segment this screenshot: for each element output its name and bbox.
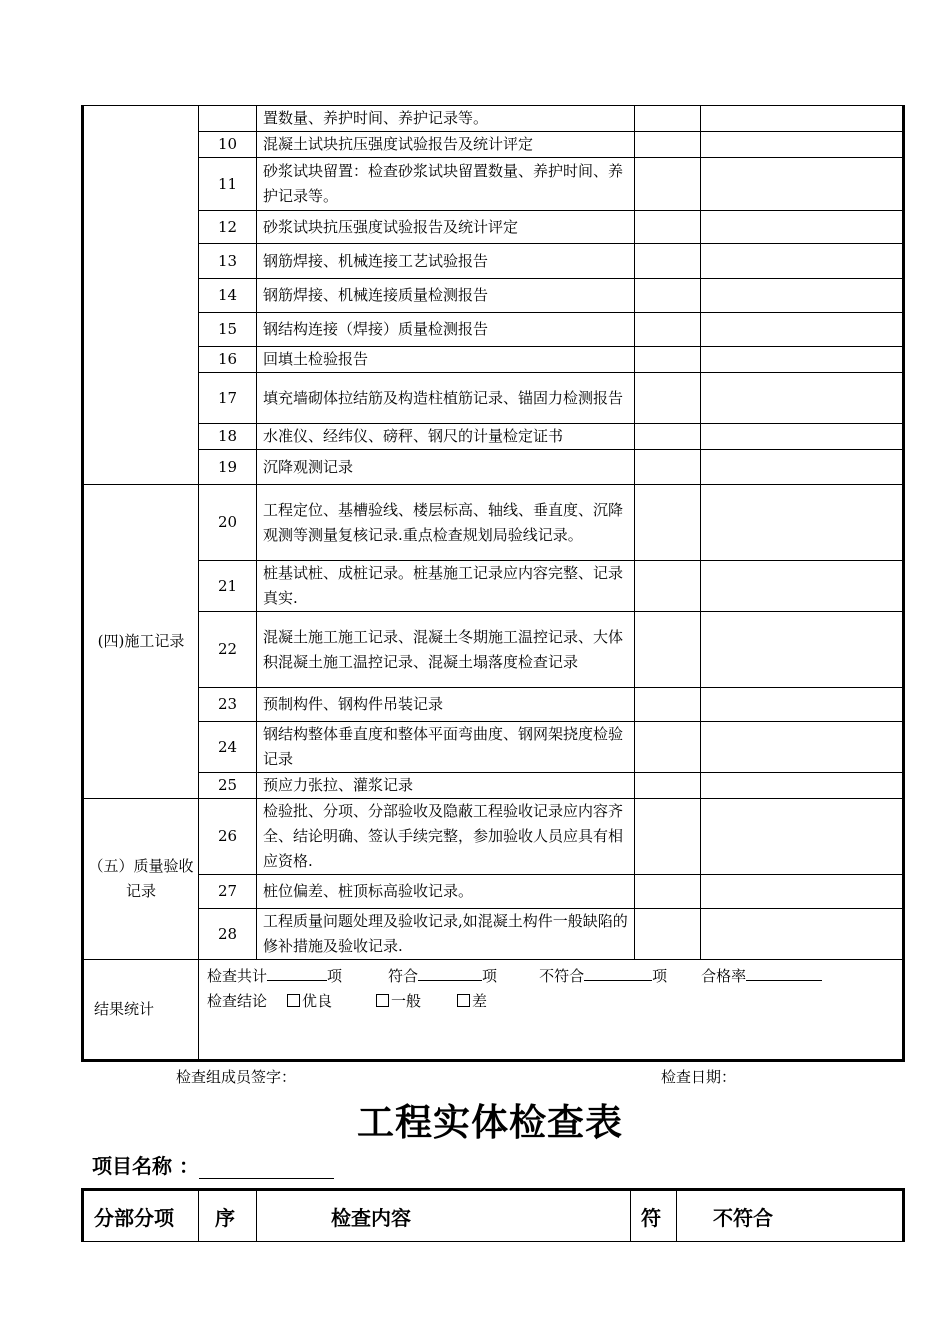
row-number: 15 [199, 313, 257, 347]
conform-cell[interactable] [635, 158, 701, 211]
row-number: 12 [199, 211, 257, 244]
row-content: 工程质量问题处理及验收记录,如混凝土构件一般缺陷的修补措施及验收记录. [257, 909, 635, 960]
summary-label: 结果统计 [83, 960, 199, 1061]
conform-cell[interactable] [635, 347, 701, 373]
table-row [83, 612, 904, 688]
conform-cell[interactable] [635, 450, 701, 485]
summary-row [83, 960, 904, 1061]
table-row [83, 158, 904, 211]
row-number: 16 [199, 347, 257, 373]
row-content: 混凝土施工施工记录、混凝土冬期施工温控记录、大体积混凝土施工温控记录、混凝土塌落度检查记录 [257, 612, 635, 688]
summary-counts [207, 962, 894, 989]
row-content: 检验批、分项、分部验收及隐蔽工程验收记录应内容齐全、结论明确、签认手续完整，参加验收人员应具有相应资格. [257, 799, 635, 875]
project-name-label: 项目名称 ： [92, 1154, 199, 1178]
row-number: 23 [199, 688, 257, 722]
table-row [83, 347, 904, 373]
table-row [83, 561, 904, 612]
nonconform-cell[interactable] [701, 688, 904, 722]
nonconform-cell[interactable] [701, 485, 904, 561]
table-row [83, 485, 904, 561]
row-number: 27 [199, 875, 257, 909]
header-conform: 符 [631, 1190, 677, 1242]
table-row [83, 244, 904, 279]
nonconform-cell[interactable] [701, 424, 904, 450]
conform-cell[interactable] [635, 875, 701, 909]
nonconform-blank[interactable] [584, 962, 652, 981]
nonconform-cell[interactable] [701, 313, 904, 347]
table-row [83, 773, 904, 799]
poor-label: 差 [472, 992, 488, 1010]
nonconform-cell[interactable] [701, 279, 904, 313]
header-row [83, 1190, 904, 1242]
nonconform-cell[interactable] [701, 612, 904, 688]
conform-cell[interactable] [635, 211, 701, 244]
table-row [83, 106, 904, 132]
row-number: 22 [199, 612, 257, 688]
row-content: 填充墙砌体拉结筋及构造柱植筋记录、锚固力检测报告 [257, 373, 635, 424]
nonconform-cell[interactable] [701, 106, 904, 132]
table-row [83, 373, 904, 424]
nonconform-cell[interactable] [701, 158, 904, 211]
row-number [199, 106, 257, 132]
nonconform-cell[interactable] [701, 875, 904, 909]
summary-cell [199, 960, 904, 1061]
row-content: 预应力张拉、灌浆记录 [257, 773, 635, 799]
row-number: 21 [199, 561, 257, 612]
conform-cell[interactable] [635, 909, 701, 960]
total-unit: 项 [327, 967, 343, 985]
conform-cell[interactable] [635, 279, 701, 313]
inspection-date-label: 检查日期： [661, 1068, 737, 1086]
row-content: 水准仪、经纬仪、磅秤、钢尺的计量检定证书 [257, 424, 635, 450]
table-row [83, 799, 904, 875]
row-content: 预制构件、钢构件吊装记录 [257, 688, 635, 722]
row-number: 26 [199, 799, 257, 875]
table-row [83, 450, 904, 485]
category-cell-continued [83, 106, 199, 485]
poor-checkbox[interactable] [457, 994, 470, 1007]
table-row [83, 279, 904, 313]
table-row [83, 132, 904, 158]
row-number: 13 [199, 244, 257, 279]
table-row [83, 909, 904, 960]
normal-checkbox[interactable] [376, 994, 389, 1007]
table-row [83, 424, 904, 450]
nonconform-label: 不符合 [539, 967, 585, 985]
nonconform-cell[interactable] [701, 722, 904, 773]
table-row [83, 313, 904, 347]
row-number: 19 [199, 450, 257, 485]
conform-cell[interactable] [635, 773, 701, 799]
nonconform-cell[interactable] [701, 561, 904, 612]
table-row [83, 722, 904, 773]
table-row [83, 688, 904, 722]
row-number: 11 [199, 158, 257, 211]
conform-cell[interactable] [635, 244, 701, 279]
inspection-checklist-table [81, 105, 905, 1062]
row-content: 钢筋焊接、机械连接工艺试验报告 [257, 244, 635, 279]
row-number: 28 [199, 909, 257, 960]
category-quality-acceptance: （五）质量验收记录 [83, 799, 199, 960]
conform-cell[interactable] [635, 373, 701, 424]
conform-cell[interactable] [635, 612, 701, 688]
document-title: 工程实体检查表 [357, 1100, 623, 1144]
conform-cell[interactable] [635, 106, 701, 132]
row-content: 工程定位、基槽验线、楼层标高、轴线、垂直度、沉降观测等测量复核记录.重点检查规划局验线记录。 [257, 485, 635, 561]
row-content: 混凝土试块抗压强度试验报告及统计评定 [257, 132, 635, 158]
row-content: 砂浆试块留置：检查砂浆试块留置数量、养护时间、养护记录等。 [257, 158, 635, 211]
row-content: 桩基试桩、成桩记录。桩基施工记录应内容完整、记录真实. [257, 561, 635, 612]
row-number: 10 [199, 132, 257, 158]
row-content: 置数量、养护时间、养护记录等。 [257, 106, 635, 132]
header-subdivision: 分部分项 [83, 1190, 199, 1242]
row-content: 钢结构整体垂直度和整体平面弯曲度、钢网架挠度检验记录 [257, 722, 635, 773]
row-number: 24 [199, 722, 257, 773]
rate-blank[interactable] [746, 962, 822, 981]
total-label: 检查共计 [207, 967, 268, 985]
row-content: 钢筋焊接、机械连接质量检测报告 [257, 279, 635, 313]
conform-cell[interactable] [635, 561, 701, 612]
entity-inspection-header-table [81, 1188, 905, 1242]
nonconform-cell[interactable] [701, 450, 904, 485]
excellent-label: 优良 [302, 992, 333, 1010]
row-content: 桩位偏差、桩顶标高验收记录。 [257, 875, 635, 909]
header-seq: 序 [199, 1190, 257, 1242]
project-name-blank[interactable] [199, 1154, 334, 1179]
row-content: 钢结构连接（焊接）质量检测报告 [257, 313, 635, 347]
excellent-checkbox[interactable] [287, 994, 300, 1007]
row-number: 25 [199, 773, 257, 799]
members-signature-label: 检查组成员签字： [176, 1068, 297, 1086]
conform-cell[interactable] [635, 313, 701, 347]
nonconform-cell[interactable] [701, 211, 904, 244]
nonconform-cell[interactable] [701, 244, 904, 279]
rate-label: 合格率 [701, 967, 747, 985]
row-number: 17 [199, 373, 257, 424]
row-number: 18 [199, 424, 257, 450]
total-blank[interactable] [267, 962, 327, 981]
conform-cell[interactable] [635, 424, 701, 450]
nonconform-cell[interactable] [701, 347, 904, 373]
nonconform-cell[interactable] [701, 773, 904, 799]
category-construction-records: (四)施工记录 [83, 485, 199, 799]
conclusion-label: 检查结论 [207, 992, 268, 1010]
conform-cell[interactable] [635, 688, 701, 722]
row-content: 回填土检验报告 [257, 347, 635, 373]
conform-cell[interactable] [635, 722, 701, 773]
project-name-row [92, 1150, 334, 1179]
table-row [83, 875, 904, 909]
header-nonconform: 不符合 [677, 1190, 904, 1242]
conform-blank[interactable] [418, 962, 482, 981]
normal-label: 一般 [391, 992, 422, 1010]
conform-cell[interactable] [635, 799, 701, 875]
nonconform-unit: 项 [652, 967, 668, 985]
row-number: 14 [199, 279, 257, 313]
conform-cell[interactable] [635, 132, 701, 158]
nonconform-cell[interactable] [701, 132, 904, 158]
conform-cell[interactable] [635, 485, 701, 561]
row-content: 砂浆试块抗压强度试验报告及统计评定 [257, 211, 635, 244]
nonconform-cell[interactable] [701, 799, 904, 875]
header-content: 检查内容 [257, 1190, 631, 1242]
table-row [83, 211, 904, 244]
summary-conclusion [207, 989, 894, 1014]
nonconform-cell[interactable] [701, 909, 904, 960]
row-number: 20 [199, 485, 257, 561]
nonconform-cell[interactable] [701, 373, 904, 424]
conform-label: 符合 [388, 967, 419, 985]
conform-unit: 项 [482, 967, 498, 985]
row-content: 沉降观测记录 [257, 450, 635, 485]
